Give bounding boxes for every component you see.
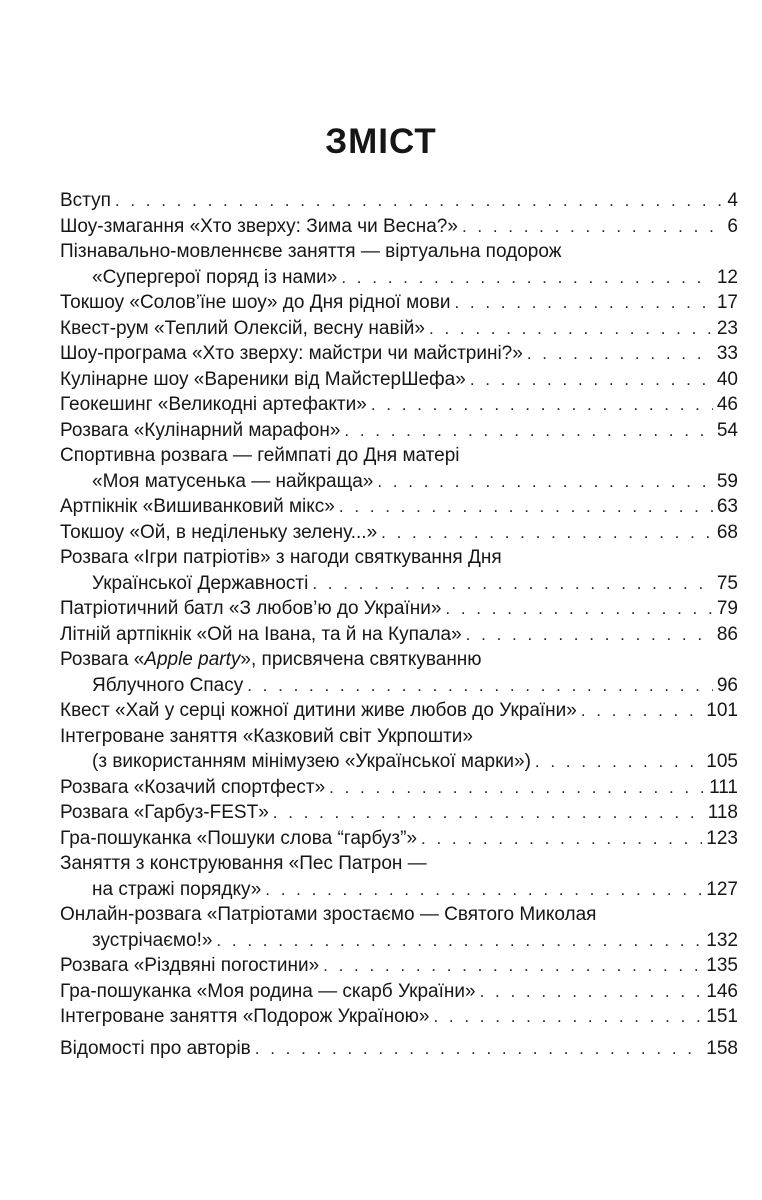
dot-leader [581, 698, 702, 724]
toc-page-number: 63 [716, 496, 738, 517]
toc-entry-line [60, 290, 738, 316]
toc-entry-line [60, 1036, 738, 1062]
toc-entry[interactable] [60, 647, 738, 698]
toc-entry-continuation [60, 877, 738, 903]
toc-entry[interactable] [60, 622, 738, 648]
dot-leader [115, 188, 724, 214]
toc-page-number: 75 [716, 572, 738, 594]
page-title: ЗМІСТ [325, 122, 437, 161]
toc-entry-title: Токшоу «Солов’їне шоу» до Дня рідної мови [60, 292, 451, 313]
toc-page-number: 132 [706, 929, 738, 951]
toc-page-number: 33 [716, 343, 738, 364]
toc-entry-line [60, 596, 738, 622]
toc-entry-line [60, 826, 738, 852]
toc-entry-title: Розвага «Apple party», присвячена святкуванню [60, 649, 482, 670]
toc-entry-line [60, 1004, 738, 1030]
dot-leader [381, 520, 713, 546]
dot-leader [341, 265, 713, 291]
toc-entry-line [60, 239, 738, 265]
toc-page-number: 123 [706, 827, 738, 849]
dot-leader [470, 367, 713, 393]
toc-entry[interactable] [60, 392, 738, 418]
toc-entry-title: Інтегроване заняття «Казковий світ Укрпошти» [60, 725, 473, 747]
toc-entry-continuation [60, 749, 738, 775]
toc-entry-line [60, 724, 738, 750]
dot-leader [312, 571, 713, 597]
toc-entry-title: Кулінарне шоу «Вареники від МайстерШефа» [60, 368, 466, 390]
toc-entry[interactable] [60, 1036, 738, 1062]
toc-page-number: 151 [706, 1006, 738, 1027]
toc-page-number: 79 [716, 598, 738, 619]
dot-leader [480, 979, 703, 1005]
toc-entry[interactable] [60, 239, 738, 290]
toc-entry-continuation [60, 265, 738, 291]
toc-entry-title: Розвага «Козачий спортфест» [60, 776, 326, 798]
dot-leader [454, 290, 712, 316]
toc-entry-line [60, 392, 738, 418]
italic-phrase: Apple party [144, 649, 241, 670]
toc-entry-line [60, 647, 738, 673]
toc-entry-line [60, 316, 738, 342]
toc-entry-line [60, 698, 738, 724]
toc-entry[interactable] [60, 826, 738, 852]
dot-leader [323, 953, 702, 979]
toc-entry-title: Розвага «Гарбуз-FEST» [60, 802, 269, 823]
toc-page-number: 46 [716, 394, 738, 415]
toc-entry-line [60, 188, 738, 214]
toc-entry[interactable] [60, 851, 738, 902]
toc-entry[interactable] [60, 800, 738, 826]
toc-entry-line [60, 622, 738, 648]
toc-page-number: 54 [716, 419, 738, 441]
toc-entry-title: на стражі порядку» [92, 878, 262, 900]
toc-entry-line [60, 418, 738, 444]
dot-leader [462, 214, 723, 240]
toc-page-number: 12 [716, 266, 738, 288]
toc-page-number: 127 [706, 878, 738, 900]
toc-entry-line [60, 494, 738, 520]
toc-entry-title: Відомості про авторів [60, 1037, 251, 1059]
toc-entry[interactable] [60, 214, 738, 240]
dot-leader [377, 469, 713, 495]
toc-entry-continuation [60, 673, 738, 699]
toc-entry-title: Квест «Хай у серці кожної дитини живе любов до України» [60, 700, 577, 721]
toc-page-number: 59 [716, 470, 738, 492]
toc-entry-title: Української Державності [92, 572, 309, 594]
toc-entry[interactable] [60, 953, 738, 979]
table-of-contents [60, 188, 738, 1061]
toc-entry-title: «Супергерої поряд із нами» [92, 266, 338, 288]
dot-leader [527, 341, 713, 367]
toc-entry-title: Артпікнік «Вишиванковий мікс» [60, 496, 335, 517]
toc-page-number: 68 [716, 521, 738, 543]
toc-entry-title: Онлайн-розвага «Патріотами зростаємо — Святого Миколая [60, 904, 597, 925]
toc-page-number: 101 [706, 700, 738, 721]
toc-entry[interactable] [60, 775, 738, 801]
toc-page-number: 158 [706, 1037, 738, 1059]
toc-page-number: 40 [716, 368, 738, 390]
toc-entry-title: Інтегроване заняття «Подорож Україною» [60, 1006, 430, 1027]
toc-entry-line [60, 545, 738, 571]
toc-entry[interactable] [60, 545, 738, 596]
toc-entry-title: Пізнавально-мовленнєве заняття — віртуальна подорож [60, 241, 562, 262]
toc-entry-line [60, 953, 738, 979]
toc-entry-continuation [60, 928, 738, 954]
dot-leader [329, 775, 705, 801]
toc-entry-title: Заняття з конструювання «Пес Патрон — [60, 853, 427, 874]
toc-page-number: 4 [727, 190, 738, 211]
toc-page-number: 96 [716, 674, 738, 696]
dot-leader [429, 316, 713, 342]
toc-entry[interactable] [60, 290, 738, 316]
toc-entry-line [60, 851, 738, 877]
toc-entry-title: Розвага «Ігри патріотів» з нагоди святкування Дня [60, 547, 502, 568]
toc-entry[interactable] [60, 979, 738, 1005]
toc-page-number: 17 [716, 292, 738, 313]
toc-page-number: 146 [706, 980, 738, 1002]
toc-entry[interactable] [60, 596, 738, 622]
toc-page-number: 105 [706, 751, 738, 772]
toc-entry-title: Вступ [60, 190, 111, 211]
toc-entry-line [60, 902, 738, 928]
toc-entry[interactable] [60, 367, 738, 393]
toc-entry-line [60, 800, 738, 826]
toc-entry-continuation [60, 469, 738, 495]
toc-entry-title: Яблучного Спасу [92, 674, 244, 696]
toc-entry-line [60, 367, 738, 393]
dot-leader [273, 800, 704, 826]
toc-entry-title: Геокешинг «Великодні артефакти» [60, 394, 367, 415]
toc-entry-title: Квест-рум «Теплий Олексій, весну навій» [60, 317, 425, 339]
toc-entry-title: Шоу-змагання «Хто зверху: Зима чи Весна?» [60, 215, 458, 237]
toc-entry[interactable] [60, 341, 738, 367]
dot-leader [255, 1036, 703, 1062]
toc-entry-title: Літній артпікнік «Ой на Івана, та й на Купала» [60, 623, 462, 645]
dot-leader [535, 749, 702, 775]
dot-leader [216, 928, 702, 954]
toc-entry-title: Токшоу «Ой, в неділеньку зелену...» [60, 521, 378, 543]
toc-entry-line [60, 341, 738, 367]
toc-entry-title: Шоу-програма «Хто зверху: майстри чи майстрині?» [60, 343, 523, 364]
toc-entry[interactable] [60, 443, 738, 494]
toc-page-number: 23 [716, 317, 738, 339]
dot-leader [265, 877, 702, 903]
dot-leader [466, 622, 713, 648]
toc-entry-continuation [60, 571, 738, 597]
toc-entry-line [60, 443, 738, 469]
toc-page-number: 86 [716, 623, 738, 645]
toc-entry-title: Розвага «Кулінарний марафон» [60, 419, 341, 441]
toc-entry-title: (з використанням мінімузею «Української марки») [92, 751, 531, 772]
toc-entry[interactable] [60, 316, 738, 342]
toc-entry[interactable] [60, 520, 738, 546]
toc-entry-title: Патріотичний батл «З любов’ю до України» [60, 598, 442, 619]
dot-leader [247, 673, 713, 699]
toc-entry[interactable] [60, 724, 738, 775]
dot-leader [445, 596, 712, 622]
toc-entry-title: «Моя матусенька — найкраща» [92, 470, 374, 492]
dot-leader [421, 826, 702, 852]
dot-leader [433, 1004, 702, 1030]
toc-entry[interactable] [60, 494, 738, 520]
toc-page-number: 118 [707, 802, 738, 823]
toc-entry-title: Гра-пошуканка «Пошуки слова “гарбуз”» [60, 827, 418, 849]
toc-entry-line [60, 214, 738, 240]
dot-leader [339, 494, 713, 520]
toc-page-number: 135 [706, 955, 738, 976]
toc-entry-line [60, 520, 738, 546]
toc-entry-title: Розвага «Різдвяні погостини» [60, 955, 320, 976]
toc-entry[interactable] [60, 418, 738, 444]
toc-entry[interactable] [60, 698, 738, 724]
dot-leader [371, 392, 713, 418]
toc-entry-line [60, 775, 738, 801]
toc-entry-line [60, 979, 738, 1005]
toc-entry-title: зустрічаємо!» [92, 929, 213, 951]
toc-entry[interactable] [60, 1004, 738, 1030]
toc-entry[interactable] [60, 188, 738, 214]
toc-entry-title: Спортивна розвага — геймпаті до Дня матері [60, 445, 460, 466]
dot-leader [344, 418, 712, 444]
toc-entry-title: Гра-пошуканка «Моя родина — скарб України» [60, 980, 476, 1002]
toc-page-number: 111 [709, 776, 738, 798]
toc-page-number: 6 [727, 215, 738, 237]
toc-entry[interactable] [60, 902, 738, 953]
